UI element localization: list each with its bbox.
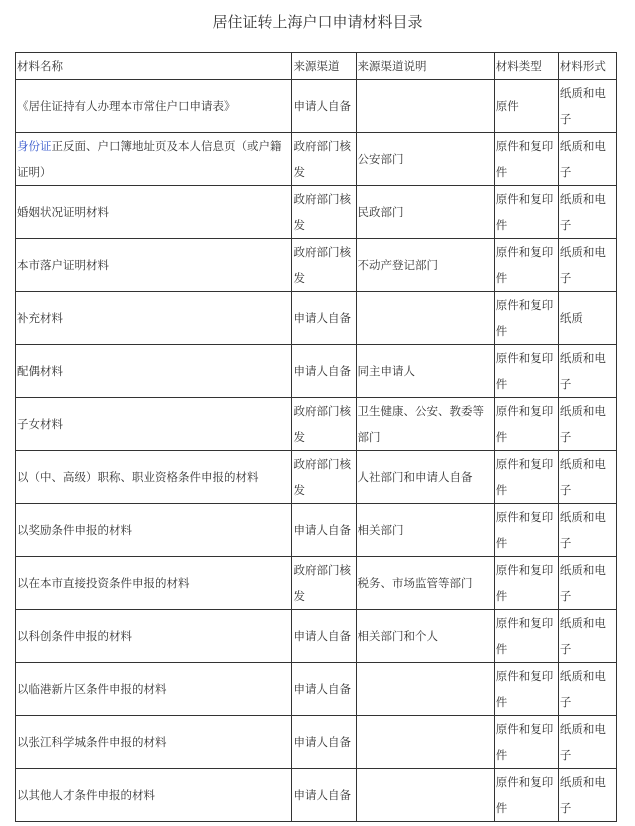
cell-source-note: 同主申请人 [356, 345, 494, 398]
table-row [16, 133, 617, 186]
cell-material-form: 纸质和电子 [558, 133, 616, 186]
cell-source: 申请人自备 [292, 769, 356, 822]
cell-material-type: 原件和复印件 [494, 398, 558, 451]
cell-material-form: 纸质和电子 [558, 186, 616, 239]
cell-source: 申请人自备 [292, 610, 356, 663]
cell-material-type: 原件和复印件 [494, 186, 558, 239]
cell-material-form: 纸质和电子 [558, 398, 616, 451]
cell-material-name: 以（中、高级）职称、职业资格条件申报的材料 [16, 451, 292, 504]
cell-material-form: 纸质和电子 [558, 239, 616, 292]
table-row [16, 769, 617, 822]
header-source-note: 来源渠道说明 [356, 53, 494, 80]
cell-material-form: 纸质和电子 [558, 769, 616, 822]
cell-source-note [356, 292, 494, 345]
cell-material-name: 以科创条件申报的材料 [16, 610, 292, 663]
cell-material-type: 原件和复印件 [494, 557, 558, 610]
cell-source-note: 人社部门和申请人自备 [356, 451, 494, 504]
cell-source-note: 卫生健康、公安、教委等部门 [356, 398, 494, 451]
cell-material-type: 原件和复印件 [494, 610, 558, 663]
table-row [16, 716, 617, 769]
page-title: 居住证转上海户口申请材料目录 [212, 13, 423, 31]
cell-material-form: 纸质和电子 [558, 80, 616, 133]
cell-source-note: 相关部门 [356, 504, 494, 557]
cell-source: 申请人自备 [292, 716, 356, 769]
cell-material-name [16, 133, 292, 186]
cell-material-form: 纸质和电子 [558, 716, 616, 769]
cell-material-name: 以临港新片区条件申报的材料 [16, 663, 292, 716]
table-row [16, 451, 617, 504]
cell-material-type: 原件和复印件 [494, 292, 558, 345]
cell-source: 申请人自备 [292, 504, 356, 557]
cell-source-note: 相关部门和个人 [356, 610, 494, 663]
table-row [16, 80, 617, 133]
cell-material-form: 纸质和电子 [558, 451, 616, 504]
cell-material-form: 纸质 [558, 292, 616, 345]
cell-material-type: 原件和复印件 [494, 504, 558, 557]
table-row [16, 610, 617, 663]
cell-material-form: 纸质和电子 [558, 557, 616, 610]
table-row [16, 239, 617, 292]
cell-material-name: 本市落户证明材料 [16, 239, 292, 292]
table-row [16, 398, 617, 451]
cell-material-type: 原件和复印件 [494, 133, 558, 186]
cell-source: 申请人自备 [292, 80, 356, 133]
cell-source-note: 不动产登记部门 [356, 239, 494, 292]
id-card-link[interactable]: 身份证 [17, 139, 52, 153]
cell-material-name: 补充材料 [16, 292, 292, 345]
cell-material-name: 以在本市直接投资条件申报的材料 [16, 557, 292, 610]
cell-source: 政府部门核发 [292, 239, 356, 292]
cell-material-type: 原件和复印件 [494, 345, 558, 398]
table-row [16, 186, 617, 239]
cell-source-note: 公安部门 [356, 133, 494, 186]
cell-material-form: 纸质和电子 [558, 610, 616, 663]
cell-material-type: 原件和复印件 [494, 239, 558, 292]
cell-material-name: 配偶材料 [16, 345, 292, 398]
cell-material-type: 原件和复印件 [494, 451, 558, 504]
cell-source-note [356, 716, 494, 769]
cell-source-note: 民政部门 [356, 186, 494, 239]
cell-material-form: 纸质和电子 [558, 345, 616, 398]
table-row [16, 663, 617, 716]
cell-material-type: 原件和复印件 [494, 663, 558, 716]
cell-material-name: 以其他人才条件申报的材料 [16, 769, 292, 822]
material-name-text: 正反面、户口簿地址页及本人信息页（或户籍证明） [17, 139, 282, 179]
cell-source-note [356, 769, 494, 822]
cell-material-name: 子女材料 [16, 398, 292, 451]
cell-material-name: 以张江科学城条件申报的材料 [16, 716, 292, 769]
cell-material-type: 原件和复印件 [494, 769, 558, 822]
table-row [16, 345, 617, 398]
cell-source-note [356, 663, 494, 716]
cell-source-note: 税务、市场监管等部门 [356, 557, 494, 610]
header-source: 来源渠道 [292, 53, 356, 80]
materials-table [15, 52, 617, 822]
cell-source: 申请人自备 [292, 663, 356, 716]
cell-material-name: 以奖励条件申报的材料 [16, 504, 292, 557]
cell-source: 政府部门核发 [292, 186, 356, 239]
cell-material-type: 原件和复印件 [494, 716, 558, 769]
cell-source: 政府部门核发 [292, 557, 356, 610]
cell-material-name: 婚姻状况证明材料 [16, 186, 292, 239]
cell-source: 申请人自备 [292, 345, 356, 398]
table-row [16, 504, 617, 557]
header-material-form: 材料形式 [558, 53, 616, 80]
header-material-type: 材料类型 [494, 53, 558, 80]
cell-source: 申请人自备 [292, 292, 356, 345]
cell-material-form: 纸质和电子 [558, 663, 616, 716]
header-material-name: 材料名称 [16, 53, 292, 80]
cell-material-name: 《居住证持有人办理本市常住户口申请表》 [16, 80, 292, 133]
cell-source-note [356, 80, 494, 133]
table-header-row [16, 53, 617, 80]
table-row [16, 557, 617, 610]
table-row [16, 292, 617, 345]
cell-material-type: 原件 [494, 80, 558, 133]
cell-source: 政府部门核发 [292, 451, 356, 504]
cell-source: 政府部门核发 [292, 133, 356, 186]
cell-material-form: 纸质和电子 [558, 504, 616, 557]
cell-source: 政府部门核发 [292, 398, 356, 451]
